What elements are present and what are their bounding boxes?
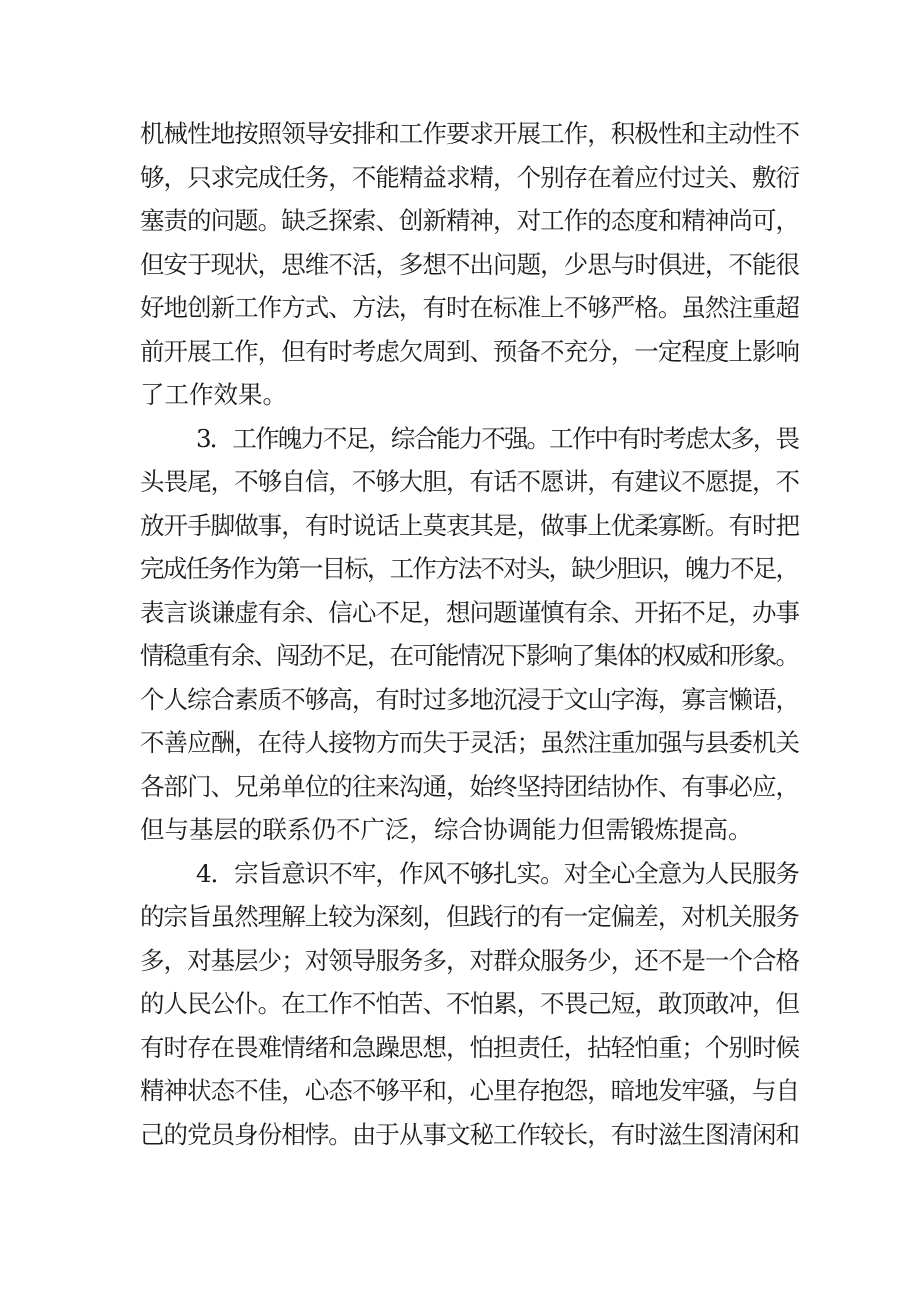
text-line: [140, 156, 800, 200]
line-text: 的人民公仆。在工作不怕苦、不怕累，不畏己短，敢顶敢冲，但: [140, 989, 800, 1018]
line-text: 有时存在畏难情绪和急躁思想，怕担责任，拈轻怕重；个别时候: [140, 1032, 800, 1062]
line-text: 3．工作魄力不足，综合能力不强。工作中有时考虑太多，畏: [196, 423, 799, 453]
line-text: 的宗旨虽然理解上较为深刻，但践行的有一定偏差，对机关服务: [140, 902, 800, 931]
line-text: 了工作效果。: [140, 380, 287, 409]
line-text: 表言谈谦虚有余、信心不足，想问题谨慎有余、开拓不足，办事: [140, 597, 800, 627]
text-line: [140, 939, 800, 983]
paragraph-4-first-line: [140, 852, 800, 896]
line-text: 各部门、兄弟单位的往来沟通，始终坚持团结协作、有事必应，: [140, 771, 800, 801]
line-text: 头畏尾，不够自信，不够大胆，有话不愿讲，有建议不愿提，不: [140, 467, 800, 496]
line-text: 个人综合素质不够高，有时过多地沉浸于文山字海，寡言懒语，: [140, 684, 800, 714]
text-line: [140, 547, 800, 591]
text-line: [140, 286, 800, 330]
line-text: 情稳重有余、闯劲不足，在可能情况下影响了集体的权威和形象。: [140, 641, 799, 670]
line-text: 前开展工作，但有时考虑欠周到、预备不充分，一定程度上影响: [140, 336, 800, 366]
text-line: [140, 199, 800, 243]
text-line: [140, 808, 800, 852]
text-line: [140, 591, 800, 635]
text-line: [140, 982, 800, 1026]
line-text: 放开手脚做事，有时说话上莫衷其是，做事上优柔寡断。有时把: [140, 510, 800, 540]
line-text: 完成任务作为第一目标，工作方法不对头，缺少胆识，魄力不足，: [140, 554, 799, 583]
text-line: [140, 330, 800, 374]
text-line: [140, 504, 800, 548]
text-line: [140, 243, 800, 287]
line-text: 己的党员身份相悖。由于从事文秘工作较长，有时滋生图清闲和: [140, 1119, 800, 1149]
line-text: 塞责的问题。缺乏探索、创新精神，对工作的态度和精神尚可，: [140, 206, 800, 235]
line-text: 但安于现状，思维不活，多想不出问题，少思与时俱进，不能很: [140, 249, 800, 279]
text-line: [140, 1113, 800, 1157]
line-text: 好地创新工作方式、方法，有时在标准上不够严格。虽然注重超: [140, 293, 800, 322]
text-line: [140, 112, 800, 156]
line-text: 精神状态不佳，心态不够平和，心里存抱怨，暗地发牢骚，与自: [140, 1076, 800, 1105]
paragraph-3-first-line: [140, 417, 800, 461]
document-body: [140, 112, 800, 1156]
line-text: 够，只求完成任务，不能精益求精，个别存在着应付过关、敷衍: [140, 162, 800, 192]
line-text: 但与基层的联系仍不广泛，综合协调能力但需锻炼提高。: [140, 815, 753, 844]
text-line: [140, 721, 800, 765]
text-line: [140, 895, 800, 939]
text-line: [140, 634, 800, 678]
line-text: 机械性地按照领导安排和工作要求开展工作，积极性和主动性不: [140, 119, 800, 148]
text-line: [140, 678, 800, 722]
text-line: [140, 460, 800, 504]
text-line: [140, 1026, 800, 1070]
line-text: 不善应酬，在待人接物方而失于灵活；虽然注重加强与县委机关: [140, 728, 800, 757]
text-line: [140, 373, 800, 417]
line-text: 4．宗旨意识不牢，作风不够扎实。对全心全意为人民服务: [196, 858, 800, 888]
line-text: 多，对基层少；对领导服务多，对群众服务少，还不是一个合格: [140, 945, 800, 975]
text-line: [140, 765, 800, 809]
text-line: [140, 1069, 800, 1113]
